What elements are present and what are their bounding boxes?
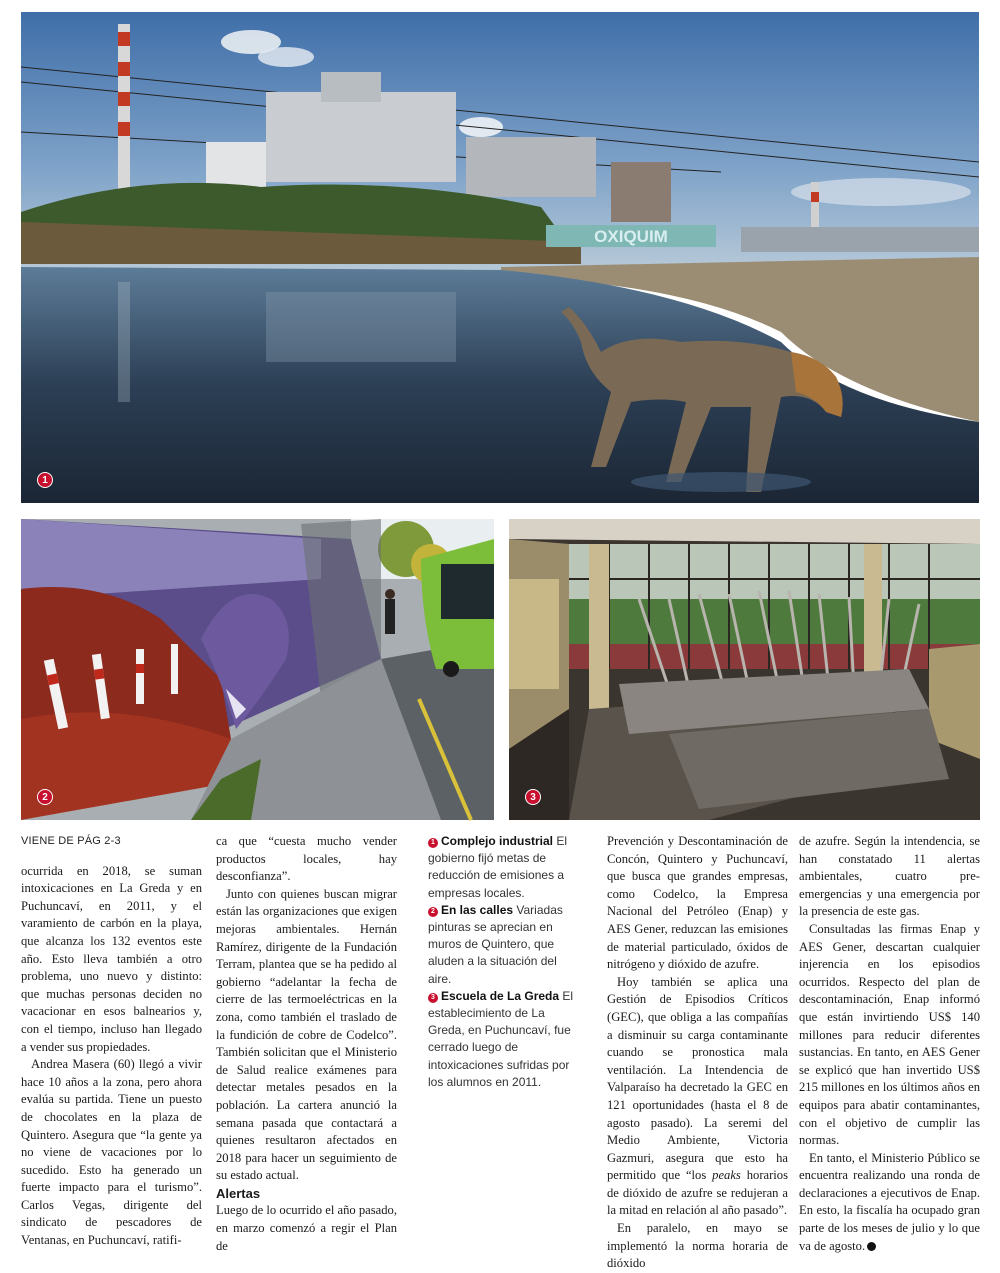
- paragraph: Luego de lo ocurrido el año pasado, en marzo comenzó a regir el Plan de: [216, 1203, 397, 1253]
- caption-text: El establecimiento de La Greda, en Puchuncaví, fue cerrado luego de intoxicaciones sufridas por los alumnos en 2011.: [428, 988, 574, 1089]
- page-kicker: VIENE DE PÁG 2-3: [21, 835, 121, 847]
- street-mural-photo: [21, 519, 494, 820]
- caption-text: Variadas pinturas se aprecian en muros de Quintero, que aluden a la situación del aire.: [428, 902, 563, 986]
- article-column-2: [216, 833, 397, 1255]
- paragraph: de azufre. Según la intendencia, se han constatado 11 alertas ambientales, cuatro pre- emergencias y una emergencia por la presencia de este gas.: [799, 834, 980, 919]
- paragraph: En paralelo, en mayo se implementó la norma horaria de dióxido: [607, 1221, 788, 1271]
- caption-item: [428, 902, 578, 988]
- article-column-4: [607, 833, 788, 1273]
- article-column-5: [799, 833, 980, 1255]
- end-of-article-icon: [867, 1242, 876, 1251]
- billboard-text: OXIQUIM: [594, 227, 668, 246]
- paragraph: [607, 974, 788, 1220]
- caption-number: 2: [428, 907, 438, 917]
- paragraph: ocurrida en 2018, se suman intoxicaciones en La Greda y en Puchuncaví, en 2011, y el varamiento de carbón en la playa, que alcanza los 132 eventos este año. Esto lleva también a otro problema, uno nuevo y distinto: que muchas personas deciden no vacacionar en esos balnearios y, con el tiempo, incluso han llegado a vender sus propiedades.: [21, 863, 202, 1054]
- paragraph: Junto con quienes buscan migrar están las organizaciones que exigen mejoras ambientales. Hernán Ramírez, dirigente de la Fundación Terram, plantea que se ha pedido al gobierno “adelantar la fecha de cierre de las termoeléctricas en la zona, como también el traslado de la fundición de cobre de Codelco”. También solicitan que el Ministerio de Salud realice exámenes para detectar metales pesados en la población. La cartera anunció la semana pasada que contactará a quienes resultaron afectados en 2018 para hacer un seguimiento de su estado actual.: [216, 886, 397, 1183]
- photo-number-badge: 3: [525, 789, 541, 805]
- photo-industrial-complex: [21, 12, 979, 503]
- paragraph: ca que “cuesta mucho vender productos locales, hay desconfianza”.: [216, 834, 397, 884]
- photo-captions: [428, 833, 578, 1091]
- caption-text: El gobierno fijó metas de reducción de emisiones a empresas locales.: [428, 834, 568, 900]
- photo-number-badge: 1: [37, 472, 53, 488]
- photo-abandoned-school: [509, 519, 980, 820]
- caption-item: [428, 988, 578, 1091]
- caption-number: 3: [428, 993, 438, 1003]
- caption-title: Escuela de La Greda: [441, 988, 560, 1003]
- article-column-1: [21, 833, 202, 1250]
- paragraph: Consultadas las firmas Enap y AES Gener, descartan cualquier injerencia en los episodios ocurridos. Respecto del plan de descontaminación, Enap informó que están invirtiendo US$ 140 millones para reducir diferentes sustancias. En tanto, en AES Gener se explicó que han invertido US$ 215 millones en los últimos años en equipos para abatir contaminantes, con el objetivo de cumplir las normas.: [799, 921, 980, 1148]
- section-subhead: Alertas: [216, 1185, 261, 1201]
- paragraph-text: Hoy también se aplica una Gestión de Episodios Críticos (GEC), que obliga a las compañías a disminuir su carga contaminante cuando se pronostica mala ventilación. La Intendencia de Valparaíso ha decretado la GEC en 121 oportunidades (hasta el 8 de agosto pasado). La seremi del Medio Ambiente, Victoria Gazmuri, asegura que esto ha permitido que “los: [607, 974, 788, 1183]
- caption-number: 1: [428, 838, 438, 848]
- caption-title: Complejo industrial: [441, 834, 554, 848]
- industrial-bay-dog-photo: [21, 12, 979, 503]
- paragraph: Andrea Masera (60) llegó a vivir hace 10 años a la zona, pero ahora evalúa su partida. Tiene un puesto de chocolates en la plaza de Quintero. Asegura que “la gente ya no viene de vacaciones por lo sucedido. Esto ha generado un fuerte impacto para el turismo”. Carlos Vegas, dirigente del sindicato de pescadores de Ventanas, en Puchuncaví, ratifi-: [21, 1057, 202, 1248]
- italic-term: peaks: [712, 1168, 741, 1183]
- photo-number-badge: 2: [37, 789, 53, 805]
- paragraph: Prevención y Descontaminación de Concón, Quintero y Puchuncaví, que busca que grandes empresas, como Codelco, la Empresa Nacional del Petróleo (Enap) y AES Gener, reduzcan las emisiones de material particulado, óxidos de nitrógeno y dióxido de azufre.: [607, 834, 788, 972]
- paragraph-text: En tanto, el Ministerio Público se encuentra realizando una ronda de declaraciones a ejecutivos de Enap. En esto, la fiscalía ha ocupado gran parte de los meses de julio y lo que va de agosto.: [799, 1150, 980, 1253]
- caption-title: En las calles: [441, 902, 514, 917]
- abandoned-school-photo: [509, 519, 980, 820]
- paragraph: [799, 1150, 980, 1256]
- caption-item: [428, 833, 578, 902]
- photo-street-mural: [21, 519, 494, 820]
- paragraph-text: horarios de dióxido de azufre se redujeran a la mitad en relación al año pasado”.: [607, 1168, 789, 1218]
